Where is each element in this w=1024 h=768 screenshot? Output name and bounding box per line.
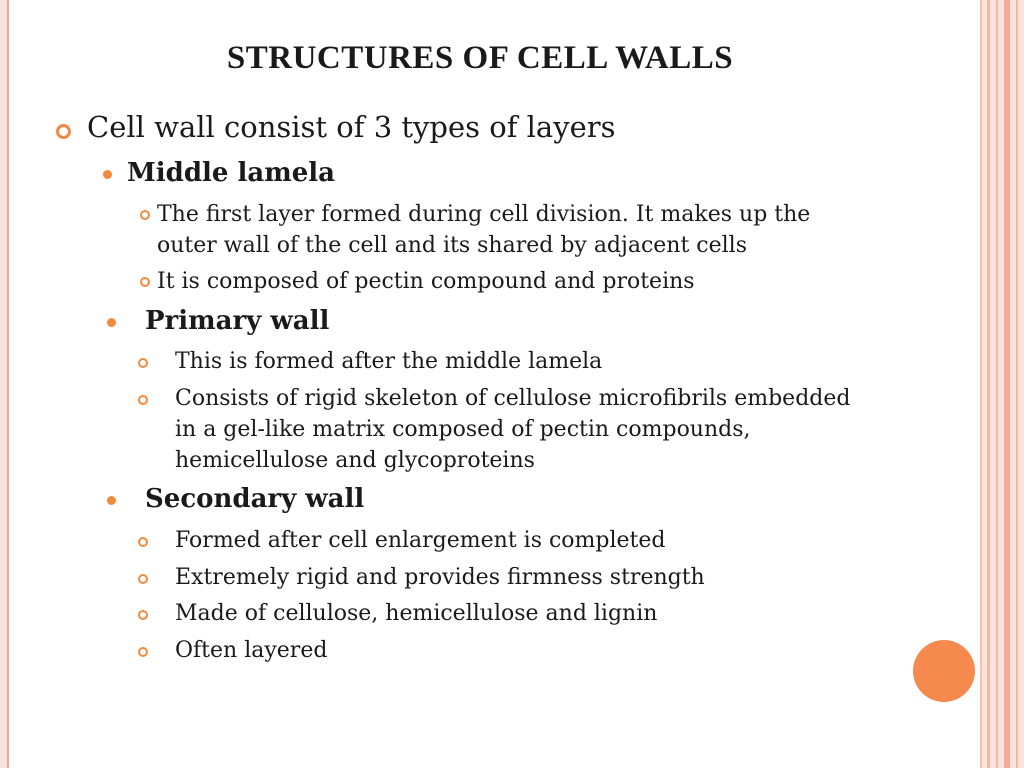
right-border [980, 0, 1024, 768]
bullet-dot-icon [103, 170, 112, 179]
bullet-circle-icon [140, 210, 150, 220]
heading-primary-wall: Primary wall [145, 306, 330, 336]
middle-lamela-point-1-cont: outer wall of the cell and its shared by adjacent cells [157, 233, 748, 258]
bullet-dot-icon [107, 496, 116, 505]
bullet-circle-icon [138, 647, 148, 657]
bullet-dot-icon [107, 318, 116, 327]
middle-lamela-point-2: It is composed of pectin compound and proteins [157, 269, 695, 294]
main-point: Cell wall consist of 3 types of layers [87, 110, 616, 144]
left-border [0, 0, 9, 768]
primary-wall-point-2-cont: in a gel-like matrix composed of pectin compounds, [175, 417, 751, 442]
bullet-circle-icon [138, 395, 148, 405]
primary-wall-point-2: Consists of rigid skeleton of cellulose microfibrils embedded [175, 386, 851, 411]
secondary-wall-point-3: Made of cellulose, hemicellulose and lignin [175, 601, 658, 626]
middle-lamela-point-1: The first layer formed during cell division. It makes up the [157, 202, 811, 227]
slide-title: STRUCTURES OF CELL WALLS [226, 40, 734, 76]
bullet-circle-icon [138, 574, 148, 584]
primary-wall-point-1: This is formed after the middle lamela [175, 349, 603, 374]
decorative-circle [913, 640, 975, 702]
bullet-circle-icon [138, 358, 148, 368]
secondary-wall-point-2: Extremely rigid and provides firmness strength [175, 565, 705, 590]
primary-wall-point-2-cont: hemicellulose and glycoproteins [175, 448, 535, 473]
bullet-circle-icon [138, 537, 148, 547]
bullet-circle-icon [140, 277, 150, 287]
heading-secondary-wall: Secondary wall [145, 484, 365, 514]
secondary-wall-point-4: Often layered [175, 638, 328, 663]
bullet-circle-icon [138, 610, 148, 620]
secondary-wall-point-1: Formed after cell enlargement is completed [175, 528, 666, 553]
heading-middle-lamela: Middle lamela [127, 158, 335, 188]
bullet-circle-icon [56, 124, 71, 139]
